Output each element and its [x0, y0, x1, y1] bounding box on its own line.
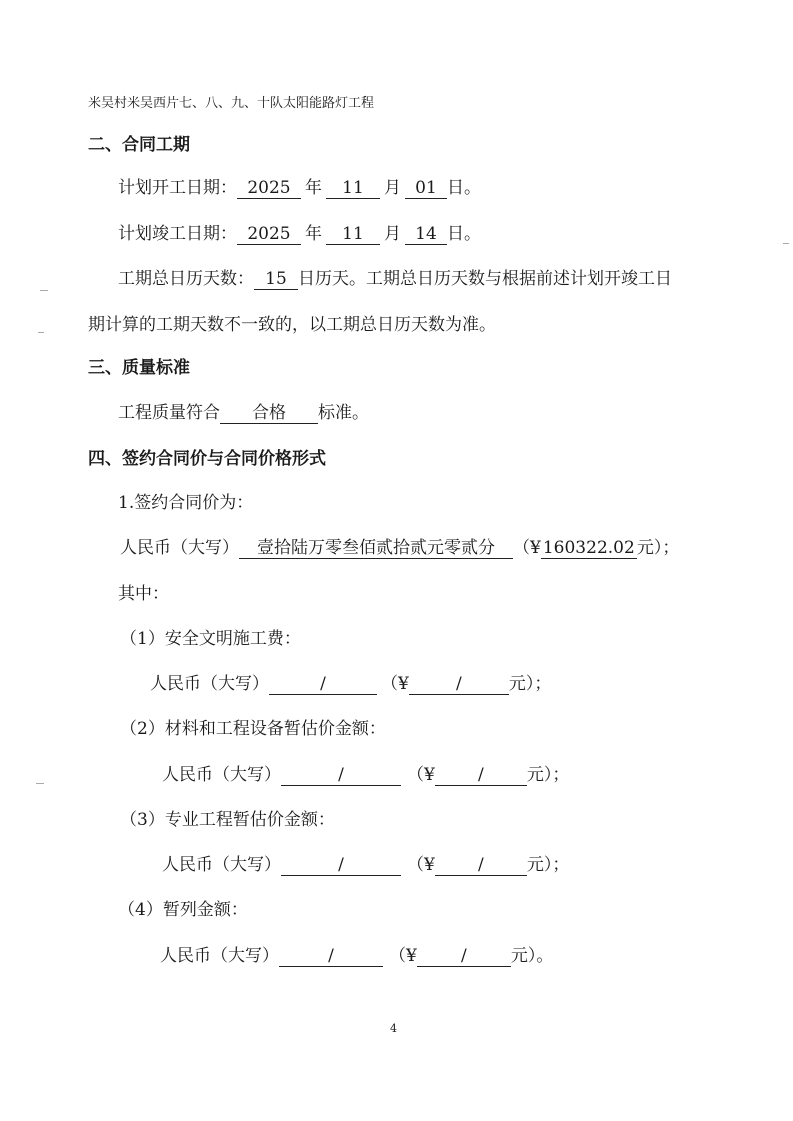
yuan-close: 元）；: [636, 538, 680, 558]
day-unit: 日。: [447, 224, 481, 244]
sub-item-specialist-amount: [162, 854, 569, 876]
finish-day-field: 14: [405, 225, 447, 245]
amount-in-words-field: /: [269, 675, 377, 695]
year-unit: 年: [305, 224, 322, 244]
project-name: 米吴村米吴西片七、八、九、十队太阳能路灯工程: [88, 96, 375, 111]
quality-line: [118, 402, 369, 424]
rmb-prefix: 人民币（大写）: [162, 765, 281, 785]
amount-number-field: /: [435, 766, 527, 786]
yen-open: （¥: [513, 538, 541, 558]
rmb-prefix: 人民币（大写）: [160, 946, 279, 966]
month-unit: 月: [384, 178, 401, 198]
rmb-prefix: 人民币（大写）: [162, 855, 281, 875]
amount-number-field: /: [409, 675, 509, 695]
sub-item-materials-amount: [162, 764, 569, 786]
total-days-label: 工期总日历天数：: [118, 269, 254, 289]
yen-open: （¥: [407, 855, 435, 875]
planned-finish-date-line: [118, 223, 481, 245]
amount-in-words-field: /: [281, 766, 401, 786]
scan-mark: [36, 783, 44, 784]
sub-item-provisional-label: （4）暂列金额：: [118, 900, 248, 920]
rmb-prefix: 人民币（大写）: [120, 538, 239, 558]
yuan-close: 元）；: [526, 765, 570, 785]
month-unit: 月: [384, 224, 401, 244]
contract-price-label: 1.签约合同价为：: [118, 493, 254, 513]
quality-suffix: 标准。: [318, 403, 369, 423]
sub-item-provisional-amount: [160, 945, 553, 967]
quality-prefix: 工程质量符合: [118, 403, 220, 423]
finish-year-field: 2025: [237, 225, 301, 245]
planned-start-date-line: [118, 177, 481, 199]
yen-open: （¥: [407, 765, 435, 785]
scan-mark: [40, 290, 48, 291]
amount-number-field: /: [435, 856, 527, 876]
page-number: 4: [390, 1022, 397, 1035]
of-which-label: 其中：: [118, 584, 169, 604]
amount-in-words-field: /: [279, 947, 383, 967]
year-unit: 年: [305, 178, 322, 198]
sub-item-materials-label: （2）材料和工程设备暂估价金额：: [120, 719, 386, 739]
start-year-field: 2025: [237, 179, 301, 199]
sub-item-specialist-label: （3）专业工程暂估价金额：: [120, 810, 335, 830]
start-date-label: 计划开工日期：: [118, 178, 237, 198]
total-days-field: 15: [254, 270, 298, 290]
total-days-line: [118, 268, 672, 290]
total-days-line-2: 期计算的工期天数不一致的，以工期总日历天数为准。: [88, 315, 496, 335]
finish-month-field: 11: [326, 225, 380, 245]
scan-mark: [783, 243, 789, 244]
sub-item-safety-amount: [150, 673, 551, 695]
yuan-close: 元）；: [526, 855, 570, 875]
amount-number-field: /: [417, 947, 511, 967]
section-heading-quality: 三、质量标准: [88, 358, 190, 378]
section-heading-contract-price: 四、签约合同价与合同价格形式: [88, 449, 326, 469]
scan-mark: [38, 332, 44, 333]
amount-in-words-field: /: [281, 856, 401, 876]
quality-standard-field: 合格: [220, 404, 318, 424]
total-days-text: 日历天。工期总日历天数与根据前述计划开竣工日: [298, 269, 672, 289]
yuan-close: 元）；: [508, 674, 552, 694]
amount-number-field: 160322.02: [541, 539, 637, 559]
amount-in-words-field: 壹拾陆万零叁佰贰拾贰元零贰分: [239, 539, 513, 559]
finish-date-label: 计划竣工日期：: [118, 224, 237, 244]
sub-item-safety-label: （1）安全文明施工费：: [120, 629, 301, 649]
yuan-close: 元）。: [510, 946, 554, 966]
contract-price-line: [120, 537, 679, 559]
day-unit: 日。: [447, 178, 481, 198]
yen-open: （¥: [389, 946, 417, 966]
section-heading-contract-period: 二、合同工期: [88, 135, 190, 155]
start-day-field: 01: [405, 179, 447, 199]
rmb-prefix: 人民币（大写）: [150, 674, 269, 694]
start-month-field: 11: [326, 179, 380, 199]
yen-open: （¥: [381, 674, 409, 694]
